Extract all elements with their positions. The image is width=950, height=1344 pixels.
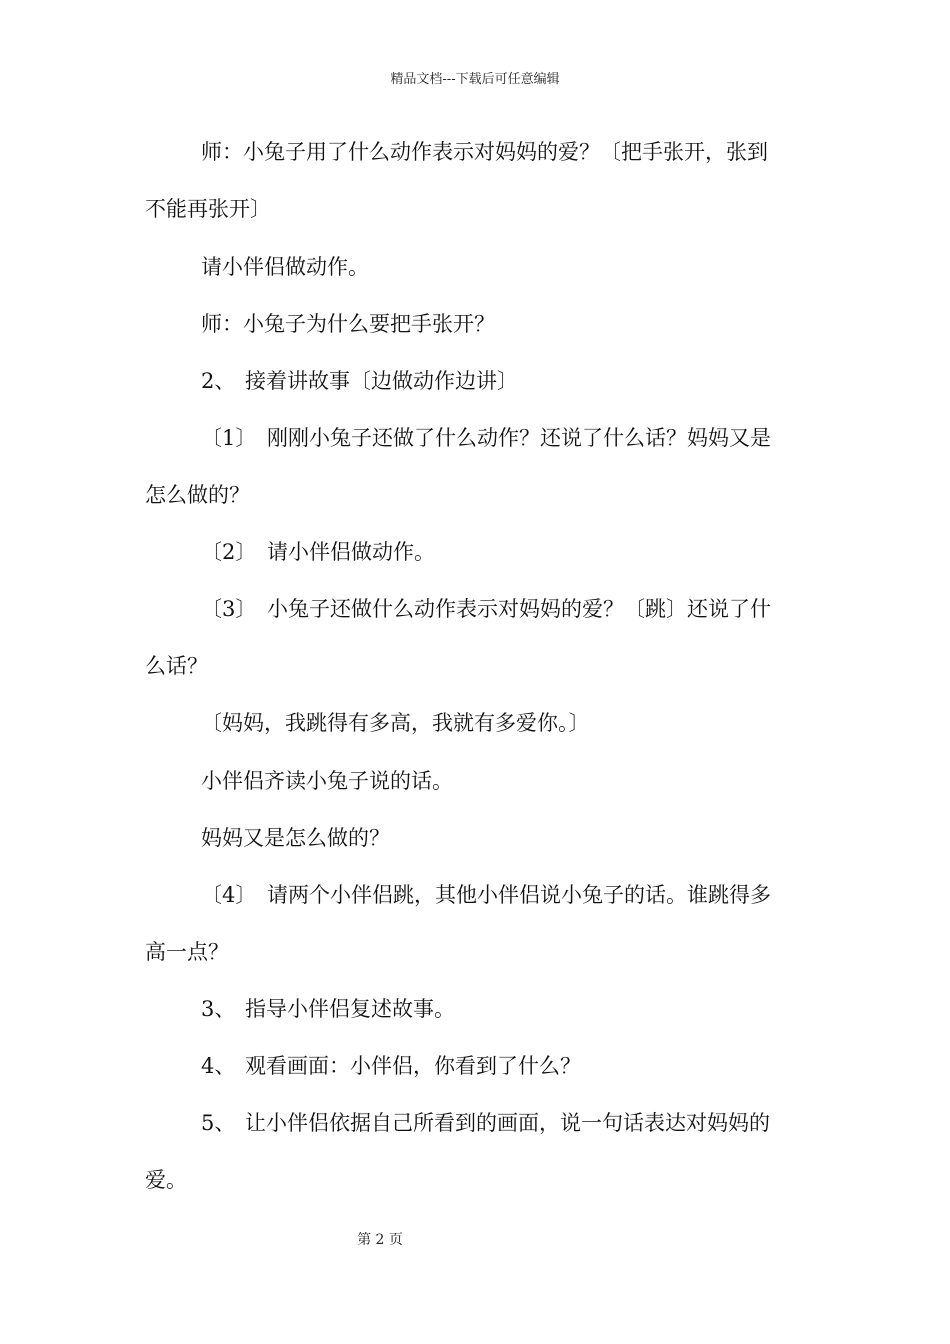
paragraph-9: 小伴侣齐读小兔子说的话。 xyxy=(201,769,453,793)
paragraph-10: 妈妈又是怎么做的？ xyxy=(201,826,390,850)
paragraph-6 xyxy=(201,538,435,566)
list-text: 指导小伴侣复述故事。 xyxy=(245,997,455,1021)
paragraph-5-cont: 怎么做的？ xyxy=(145,483,250,507)
paragraph-3: 师：小兔子为什么要把手张开？ xyxy=(201,312,495,336)
paragraph-14 xyxy=(201,1109,770,1137)
paragraph-11 xyxy=(201,881,771,909)
paragraph-7-cont: 么话？ xyxy=(145,654,208,678)
list-text: 请两个小伴侣跳，其他小伴侣说小兔子的话。谁跳得多 xyxy=(267,883,771,907)
paragraph-1-cont: 不能再张开〕 xyxy=(145,197,271,221)
list-text: 让小伴侣依据自己所看到的画面，说一句话表达对妈妈的 xyxy=(245,1111,770,1135)
page-number: 第 2 页 xyxy=(357,1232,403,1248)
list-text: 请小伴侣做动作。 xyxy=(267,540,435,564)
list-text: 观看画面：小伴侣，你看到了什么？ xyxy=(245,1054,581,1078)
list-number: 4、 xyxy=(201,1054,236,1078)
paragraph-4 xyxy=(201,367,518,395)
list-text: 刚刚小兔子还做了什么动作？还说了什么话？妈妈又是 xyxy=(267,426,771,450)
list-number: 〔1〕 xyxy=(201,426,257,450)
paragraph-5 xyxy=(201,424,771,452)
paragraph-13 xyxy=(201,1052,581,1080)
list-number: 〔3〕 xyxy=(201,597,257,621)
paragraph-7 xyxy=(201,595,771,623)
paragraph-14-cont: 爱。 xyxy=(145,1168,187,1192)
list-number: 〔2〕 xyxy=(201,540,257,564)
page-header: 精品文档---下载后可任意编辑 xyxy=(390,72,560,87)
list-text: 小兔子还做什么动作表示对妈妈的爱？〔跳〕还说了什 xyxy=(267,597,771,621)
paragraph-1: 师：小兔子用了什么动作表示对妈妈的爱？〔把手张开，张到 xyxy=(201,140,768,164)
paragraph-2: 请小伴侣做动作。 xyxy=(201,255,369,279)
paragraph-11-cont: 高一点？ xyxy=(145,940,229,964)
paragraph-8: 〔妈妈，我跳得有多高，我就有多爱你。〕 xyxy=(201,711,590,735)
list-number: 3、 xyxy=(201,997,236,1021)
list-text: 接着讲故事〔边做动作边讲〕 xyxy=(245,369,518,393)
paragraph-12 xyxy=(201,995,455,1023)
list-number: 2、 xyxy=(201,369,236,393)
list-number: 5、 xyxy=(201,1111,236,1135)
list-number: 〔4〕 xyxy=(201,883,257,907)
